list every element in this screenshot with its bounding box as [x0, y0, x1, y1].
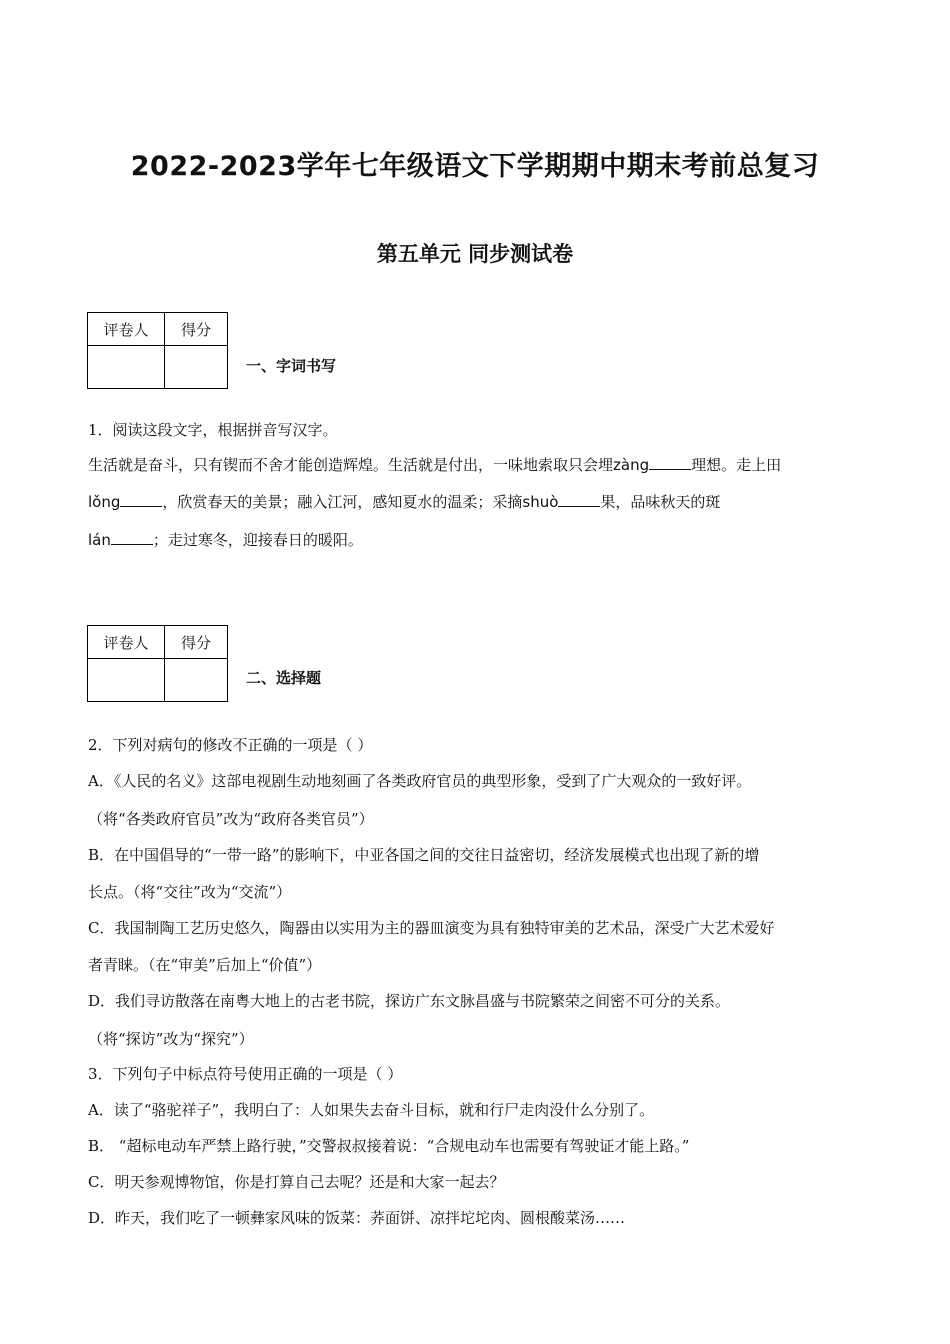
grader-cell: [88, 346, 165, 389]
q1-text-4: 果，品味秋天的斑: [600, 493, 721, 511]
q3-line: D．昨天，我们吃了一顿彝家风味的饭菜：荞面饼、凉拌坨坨肉、圆根酸菜汤……: [88, 1209, 626, 1227]
question-2-stem: 2．下列对病句的修改不正确的一项是（ ）: [88, 736, 373, 754]
q1-text-1: 生活就是奋斗，只有锲而不舍才能创造辉煌。生活就是付出，一味地索取只会埋: [88, 456, 614, 474]
answer-blank-4[interactable]: [111, 530, 153, 545]
score-label: 得分: [165, 626, 228, 659]
q3-line: C．明天参观博物馆，你是打算自己去呢？还是和大家一起去？: [88, 1173, 505, 1191]
q3-line: A．读了“骆驼祥子”，我明白了：人如果失去奋斗目标，就和行尸走肉没什么分别了。: [88, 1101, 655, 1119]
question-1-line-2: [88, 492, 720, 512]
q1-text-2: 理想。走上田: [691, 456, 782, 474]
q2-line: （将“各类政府官员”改为“政府各类官员”）: [88, 810, 374, 828]
answer-blank-1[interactable]: [649, 455, 691, 470]
pinyin-long: lǒng: [88, 493, 121, 511]
grader-label: 评卷人: [88, 626, 165, 659]
question-1-line-3: [88, 530, 363, 550]
document-title: 2022-2023学年七年级语文下学期期中期末考前总复习: [130, 151, 820, 182]
q2-line: （将“探访”改为“探究”）: [88, 1030, 254, 1048]
q2-line: 长点。（将“交往”改为“交流”）: [88, 883, 292, 901]
score-label: 得分: [165, 313, 228, 346]
answer-blank-2[interactable]: [120, 492, 162, 507]
document-subtitle: 第五单元 同步测试卷: [376, 242, 574, 266]
grader-cell: [88, 659, 165, 702]
section-title-1: 一、字词书写: [246, 357, 337, 375]
pinyin-zang: zàng: [613, 456, 650, 474]
score-cell: [165, 659, 228, 702]
question-1-line-1: [88, 455, 781, 475]
grader-label: 评卷人: [88, 313, 165, 346]
score-table-1: [87, 312, 228, 389]
score-table-2: [87, 625, 228, 702]
pinyin-lan: lán: [88, 531, 111, 549]
q3-line: B． “超标电动车严禁上路行驶，”交警叔叔接着说：“合规电动车也需要有驾驶证才能上路。”: [88, 1137, 690, 1155]
q1-text-3: ，欣赏春天的美景；融入江河，感知夏水的温柔；采摘: [162, 493, 523, 511]
q2-line: B．在中国倡导的“一带一路”的影响下，中亚各国之间的交往日益密切，经济发展模式也出现了新的增: [88, 846, 760, 864]
q2-line: C．我国制陶工艺历史悠久，陶器由以实用为主的器皿演变为具有独特审美的艺术品，深受广大艺术爱好: [88, 919, 775, 937]
pinyin-shuo: shuò: [522, 493, 559, 511]
question-3-stem: 3．下列句子中标点符号使用正确的一项是（ ）: [88, 1065, 403, 1083]
q2-line: 者青睐。（在“审美”后加上“价值”）: [88, 956, 322, 974]
section-title-2: 二、选择题: [246, 669, 322, 687]
q2-line: A．《人民的名义》这部电视剧生动地刻画了各类政府官员的典型形象，受到了广大观众的一致好评。: [88, 772, 752, 790]
answer-blank-3[interactable]: [558, 492, 600, 507]
question-1-stem: 1．阅读这段文字，根据拼音写汉字。: [88, 421, 338, 439]
q1-text-5: ；走过寒冬，迎接春日的暖阳。: [152, 531, 363, 549]
q2-line: D．我们寻访散落在南粤大地上的古老书院，探访广东文脉昌盛与书院繁荣之间密不可分的关系。: [88, 992, 731, 1010]
score-cell: [165, 346, 228, 389]
